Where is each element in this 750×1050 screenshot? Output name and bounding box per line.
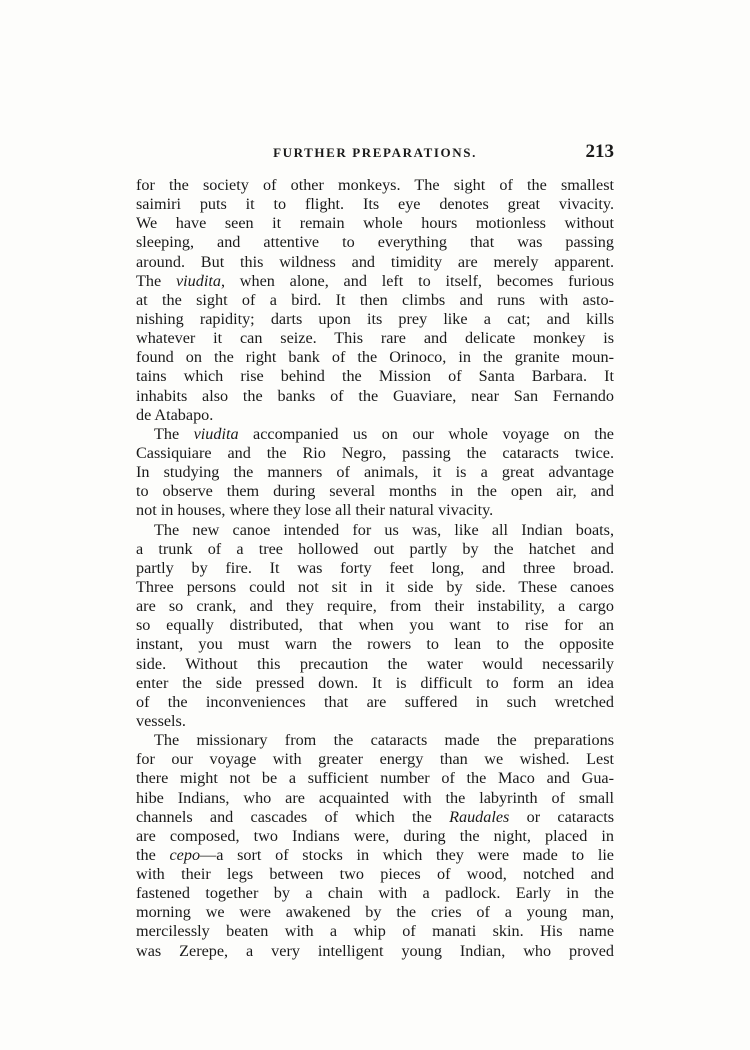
text-line: fastened together by a chain with a padlock. Early in the — [136, 884, 614, 903]
text-line: of the inconveniences that are suffered in such wretched — [136, 692, 614, 711]
text-line: with their legs between two pieces of wood, notched and — [136, 865, 614, 884]
text-line: found on the right bank of the Orinoco, in the granite moun- — [136, 348, 614, 367]
text-line: enter the side pressed down. It is difficult to form an idea — [136, 673, 614, 692]
text-line: vessels. — [136, 711, 186, 730]
italic-term: viudita — [175, 271, 221, 290]
running-title: FURTHER PREPARATIONS. — [273, 145, 477, 160]
text-line: morning we were awakened by the cries of a young man, — [136, 903, 614, 922]
text-line — [136, 425, 614, 444]
text-segment: , when alone, and left to itself, becomes furious — [220, 271, 614, 290]
text-line: inhabits also the banks of the Guaviare, near San Fernando — [136, 386, 614, 405]
text-line: hibe Indians, who are acquainted with the labyrinth of small — [136, 788, 614, 807]
italic-term: viudita — [193, 424, 239, 443]
text-segment: The — [136, 271, 176, 290]
text-line: Three persons could not sit in it side by side. These canoes — [136, 577, 614, 596]
text-segment: accompanied us on our whole voyage on the — [238, 424, 614, 443]
text-line: mercilessly beaten with a whip of manati skin. His name — [136, 922, 614, 941]
text-line: are composed, two Indians were, during the night, placed in — [136, 826, 614, 845]
text-line: so equally distributed, that when you want to rise for an — [136, 616, 614, 635]
running-head — [136, 143, 614, 167]
text-line: The new canoe intended for us was, like all Indian boats, — [154, 520, 614, 539]
text-line: nishing rapidity; darts upon its prey like a cat; and kills — [136, 309, 614, 328]
text-line: at the sight of a bird. It then climbs and runs with asto- — [136, 290, 614, 309]
text-line: around. But this wildness and timidity are merely apparent. — [136, 252, 614, 271]
text-line — [136, 846, 614, 865]
text-line: whatever it can seize. This rare and delicate monkey is — [136, 329, 614, 348]
text-line: Cassiquiare and the Rio Negro, passing the cataracts twice. — [136, 443, 614, 462]
text-line: The missionary from the cataracts made the preparations — [154, 731, 614, 750]
italic-term: Raudales — [449, 807, 510, 826]
text-line: for the society of other monkeys. The sight of the smallest — [136, 176, 614, 194]
text-line: instant, you must warn the rowers to lean to the opposite — [136, 635, 614, 654]
text-line: for our voyage with greater energy than we wished. Lest — [136, 750, 614, 769]
text-line: there might not be a sufficient number of the Maco and Gua- — [136, 769, 614, 788]
text-line — [136, 272, 614, 291]
text-line: was Zerepe, a very intelligent young Indian, who proved — [136, 941, 614, 960]
text-line: to observe them during several months in the open air, and — [136, 482, 614, 501]
text-line: We have seen it remain whole hours motionless without — [136, 214, 614, 233]
body-text — [136, 176, 614, 961]
text-line: not in houses, where they lose all their natural vivacity. — [136, 501, 494, 520]
text-line: In studying the manners of animals, it is a great advantage — [136, 463, 614, 482]
text-segment: or cataracts — [509, 807, 614, 826]
text-line: are so crank, and they require, from their instability, a cargo — [136, 597, 614, 616]
text-line: side. Without this precaution the water would necessarily — [136, 654, 614, 673]
text-segment: The — [154, 424, 194, 443]
text-line: saimiri puts it to flight. Its eye denotes great vivacity. — [136, 195, 614, 214]
text-segment: channels and cascades of which the — [136, 807, 450, 826]
page-number: 213 — [585, 141, 614, 162]
text-line: sleeping, and attentive to everything that was passing — [136, 233, 614, 252]
text-line: tains which rise behind the Mission of Santa Barbara. It — [136, 367, 614, 386]
text-line: partly by fire. It was forty feet long, and three broad. — [136, 558, 614, 577]
text-line: de Atabapo. — [136, 405, 214, 424]
text-segment: —a sort of stocks in which they were made to lie — [200, 845, 614, 864]
text-line — [136, 808, 614, 827]
text-line: a trunk of a tree hollowed out partly by the hatchet and — [136, 539, 614, 558]
text-segment: the — [136, 845, 170, 864]
italic-term: cepo — [169, 845, 201, 864]
